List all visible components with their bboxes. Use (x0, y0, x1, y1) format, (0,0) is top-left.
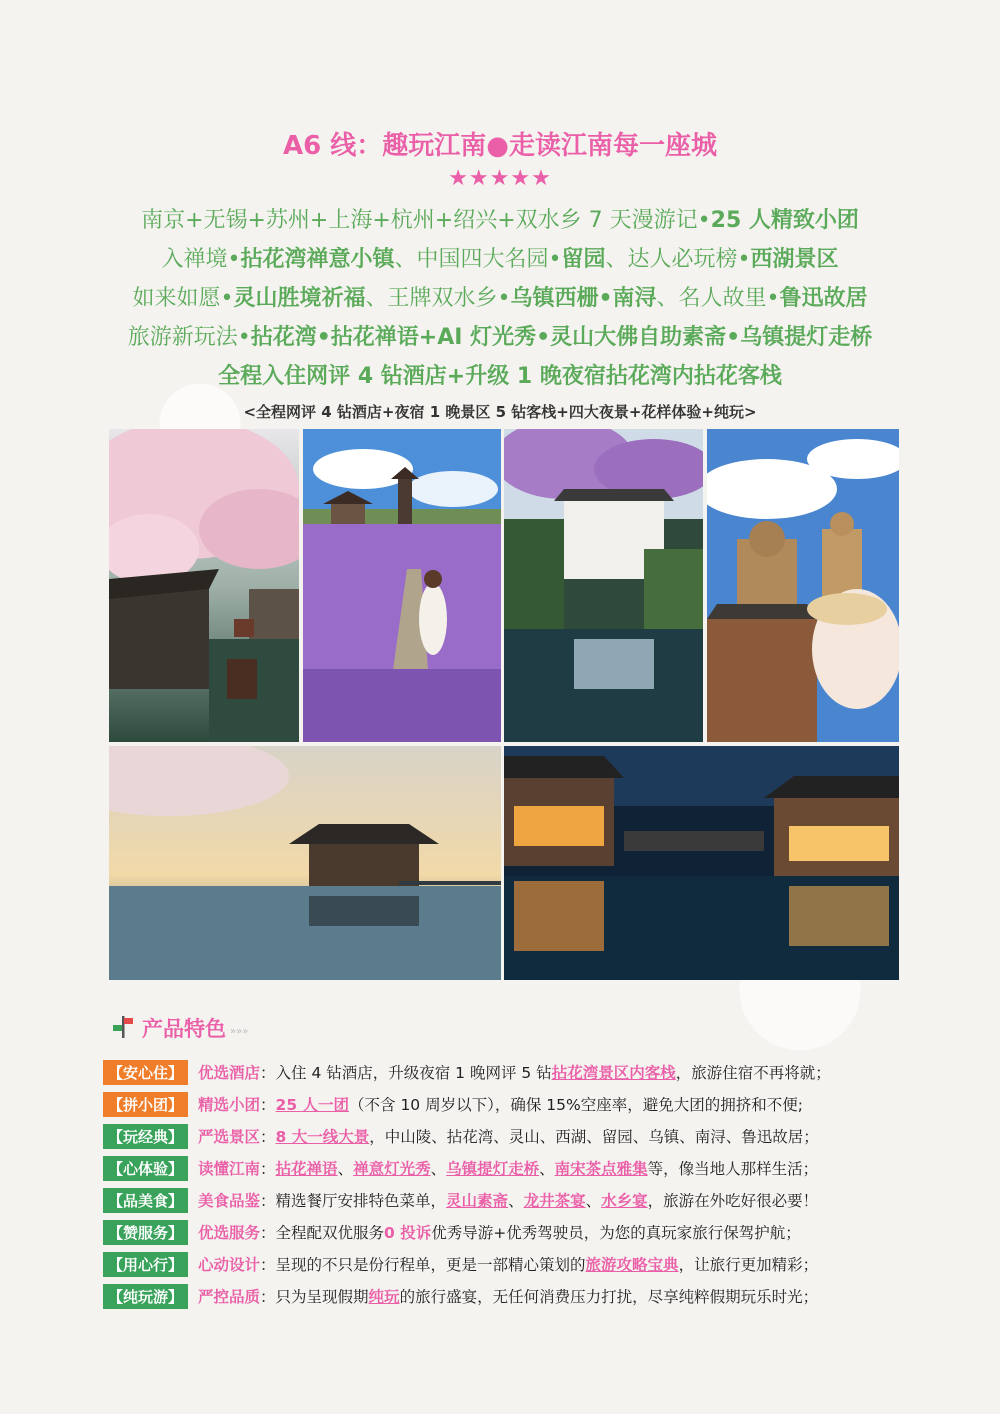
feature-highlight: 纯玩 (368, 1288, 400, 1306)
highlight-line-1 (0, 242, 1000, 273)
text-segment: 鲁迅故居 (779, 286, 868, 311)
feature-highlight: 拈花禅语 (275, 1160, 338, 1178)
feature-row (103, 1090, 913, 1118)
photo-wuzhen-night (504, 746, 899, 980)
text-segment: 灵山胜境祈福 (233, 286, 366, 311)
text-segment: 西湖景区 (750, 247, 839, 272)
feature-label: 优选酒店 (198, 1064, 261, 1082)
feature-label: 精选小团 (198, 1096, 261, 1114)
feature-text: ：入住 4 钻酒店，升级夜宿 1 晚网评 5 钻 (260, 1064, 552, 1082)
feature-text: 优秀导游+优秀驾驶员，为您的真玩家旅行保驾护航； (431, 1224, 801, 1242)
feature-highlight: 乌镇提灯走桥 (446, 1160, 540, 1178)
text-segment: 留园 (561, 247, 606, 272)
feature-highlight: 龙井茶宴 (523, 1192, 586, 1210)
feature-row (103, 1058, 913, 1086)
feature-text: ： (260, 1160, 276, 1178)
feature-text: 、 (508, 1192, 524, 1210)
feature-tag: 【品美食】 (103, 1188, 188, 1213)
feature-text: 、 (539, 1160, 555, 1178)
group-size: 25 人精致小团 (710, 208, 859, 233)
feature-text: ：只为呈现假期 (260, 1288, 369, 1306)
feature-text: ，中山陵、拈花湾、灵山、西湖、留园、乌镇、南浔、鲁迅故居； (369, 1128, 819, 1146)
feature-tag: 【安心住】 (103, 1060, 188, 1085)
summary-line: <全程网评 4 钻酒店+夜宿 1 晚景区 5 钻客栈+四大夜景+花样体验+纯玩> (243, 403, 757, 421)
feature-text: （不含 10 周岁以下），确保 15%空座率，避免大团的拥挤和不便; (349, 1096, 803, 1114)
feature-label: 优选服务 (198, 1224, 261, 1242)
feature-label: 严选景区 (198, 1128, 261, 1146)
section-header (112, 1013, 248, 1043)
photo-cherry-blossom-water-town (109, 429, 299, 742)
text-segment: 、名人故里• (656, 286, 780, 311)
text-segment: 、中国四大名园• (394, 247, 562, 272)
feature-highlight: 禅意灯光秀 (353, 1160, 431, 1178)
feature-text: ： (260, 1096, 276, 1114)
feature-row (103, 1250, 913, 1278)
feature-text: 的旅行盛宴，无任何消费压力打扰，尽享纯粹假期玩乐时光； (399, 1288, 819, 1306)
feature-highlight: 灵山素斋 (446, 1192, 509, 1210)
text-segment: 拈花湾禅意小镇 (240, 247, 395, 272)
feature-text: ： (260, 1128, 276, 1146)
text-segment: 入禅境• (161, 247, 241, 272)
highlight-line-2 (0, 281, 1000, 312)
feature-text: ：精选餐厅安排特色菜单， (260, 1192, 447, 1210)
feature-text: ：全程配双优服务 (260, 1224, 385, 1242)
feature-highlight: 0 投诉 (384, 1224, 432, 1242)
section-title: 产品特色 (142, 1017, 226, 1041)
feature-tag: 【拼小团】 (103, 1092, 188, 1117)
text-segment: 如来如愿• (132, 286, 234, 311)
feature-tag: 【玩经典】 (103, 1124, 188, 1149)
feature-tag: 【纯玩游】 (103, 1284, 188, 1309)
feature-highlight: 8 大一线大景 (275, 1128, 370, 1146)
feature-highlight: 南宋茶点雅集 (554, 1160, 648, 1178)
section-arrows: »»» (230, 1025, 249, 1037)
feature-highlight: 25 人一团 (275, 1096, 350, 1114)
feature-row (103, 1122, 913, 1150)
feature-tag: 【赞服务】 (103, 1220, 188, 1245)
page-title: A6 线：趣玩江南●走读江南每一座城 (283, 131, 717, 161)
hotel-line: 全程入住网评 4 钻酒店+升级 1 晚夜宿拈花湾内拈花客栈 (218, 364, 782, 389)
text-segment: 拈花湾•拈花禅语+AI 灯光秀•灵山大佛自助素斋•乌镇提灯走桥 (250, 325, 873, 350)
feature-label: 美食品鉴 (198, 1192, 261, 1210)
feature-text: ，旅游在外吃好很必要！ (647, 1192, 819, 1210)
star-rating: ★★★★★ (448, 166, 552, 191)
feature-row (103, 1154, 913, 1182)
feature-text: 、 (430, 1160, 447, 1178)
feature-text: ：呈现的不只是份行程单，更是一部精心策划的 (260, 1256, 586, 1274)
photo-wisteria-garden (504, 429, 703, 742)
feature-highlight: 旅游攻略宝典 (585, 1256, 679, 1274)
feature-tag: 【用心行】 (103, 1252, 188, 1277)
route-cities: 南京+无锡+苏州+上海+杭州+绍兴+双水乡 7 天漫游记• (141, 208, 711, 233)
text-segment: 旅游新玩法• (127, 325, 251, 350)
text-segment: 、王牌双水乡• (365, 286, 511, 311)
route-line (0, 203, 1000, 234)
feature-text: ，让旅行更加精彩； (678, 1256, 819, 1274)
feature-tag: 【心体验】 (103, 1156, 188, 1181)
photo-west-lake-pavilion (109, 746, 501, 980)
text-segment: 、达人必玩榜• (605, 247, 751, 272)
feature-row (103, 1186, 913, 1214)
feature-row (103, 1218, 913, 1246)
highlight-line-3 (0, 320, 1000, 351)
feature-text: 、 (585, 1192, 602, 1210)
feature-text: ，旅游住宿不再将就； (675, 1064, 831, 1082)
feature-highlight: 拈花湾景区内客栈 (551, 1064, 676, 1082)
feature-label: 读懂江南 (198, 1160, 261, 1178)
signpost-icon (112, 1014, 134, 1042)
text-segment: 乌镇西栅•南浔 (510, 286, 657, 311)
feature-highlight: 水乡宴 (601, 1192, 648, 1210)
feature-label: 心动设计 (198, 1256, 261, 1274)
photo-lavender-field-pagoda (303, 429, 501, 742)
photo-lingshan-buddha (707, 429, 899, 742)
feature-text: 、 (337, 1160, 354, 1178)
feature-label: 严控品质 (198, 1288, 261, 1306)
feature-text: 等，像当地人那样生活； (647, 1160, 819, 1178)
feature-row (103, 1282, 913, 1310)
